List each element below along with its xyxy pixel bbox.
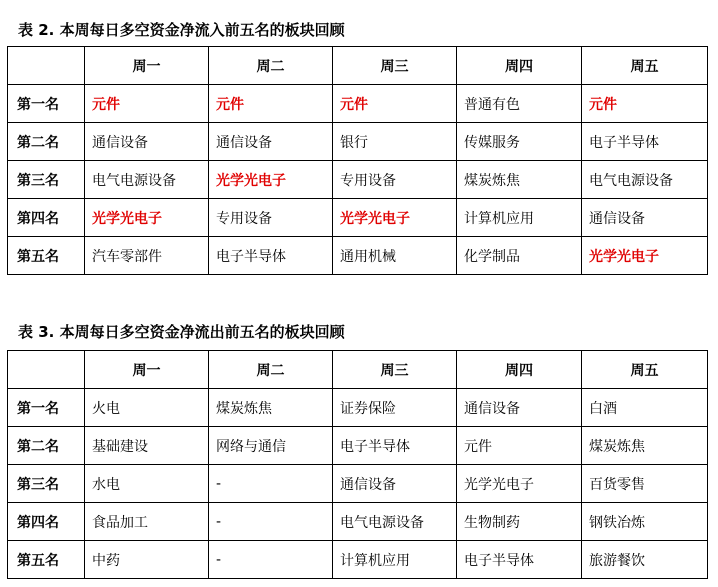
header-corner [8, 351, 85, 389]
header-row [8, 47, 708, 85]
rank-label: 第五名 [8, 541, 85, 579]
sector-cell: 普通有色 [457, 85, 582, 123]
sector-cell: - [209, 465, 333, 503]
sector-cell: 基础建设 [85, 427, 209, 465]
rank-label: 第三名 [8, 161, 85, 199]
sector-cell: 钢铁冶炼 [582, 503, 708, 541]
sector-cell: 计算机应用 [457, 199, 582, 237]
sector-cell: 银行 [333, 123, 457, 161]
sector-cell: 网络与通信 [209, 427, 333, 465]
sector-cell: 电子半导体 [582, 123, 708, 161]
sector-cell: 汽车零部件 [85, 237, 209, 275]
table-row [8, 199, 708, 237]
rank-label: 第四名 [8, 199, 85, 237]
column-header: 周三 [333, 351, 457, 389]
table-row [8, 541, 708, 579]
rank-label: 第一名 [8, 85, 85, 123]
sector-cell: 电气电源设备 [582, 161, 708, 199]
table-row [8, 123, 708, 161]
column-header: 周一 [85, 47, 209, 85]
sector-cell: 化学制品 [457, 237, 582, 275]
sector-cell: 元件 [209, 85, 333, 123]
rank-label: 第四名 [8, 503, 85, 541]
net-outflow-table [7, 350, 708, 579]
sector-cell: 计算机应用 [333, 541, 457, 579]
column-header: 周三 [333, 47, 457, 85]
column-header: 周五 [582, 47, 708, 85]
sector-cell: 通用机械 [333, 237, 457, 275]
table-row [8, 503, 708, 541]
sector-cell: 火电 [85, 389, 209, 427]
column-header: 周四 [457, 47, 582, 85]
rank-label: 第二名 [8, 123, 85, 161]
sector-cell: 食品加工 [85, 503, 209, 541]
sector-cell: 元件 [333, 85, 457, 123]
sector-cell: 通信设备 [457, 389, 582, 427]
sector-cell: 白酒 [582, 389, 708, 427]
sector-cell: 百货零售 [582, 465, 708, 503]
sector-cell: 电子半导体 [333, 427, 457, 465]
sector-cell: 证券保险 [333, 389, 457, 427]
sector-cell: 专用设备 [333, 161, 457, 199]
table-row [8, 389, 708, 427]
sector-cell: 光学光电子 [582, 237, 708, 275]
sector-cell: 光学光电子 [457, 465, 582, 503]
table-row [8, 427, 708, 465]
sector-cell: 通信设备 [85, 123, 209, 161]
sector-cell: 中药 [85, 541, 209, 579]
sector-cell: 煤炭炼焦 [209, 389, 333, 427]
sector-cell: 电气电源设备 [85, 161, 209, 199]
sector-cell: 通信设备 [333, 465, 457, 503]
sector-cell: 水电 [85, 465, 209, 503]
column-header: 周五 [582, 351, 708, 389]
sector-cell: 煤炭炼焦 [582, 427, 708, 465]
sector-cell: 电子半导体 [457, 541, 582, 579]
sector-cell: 光学光电子 [85, 199, 209, 237]
column-header: 周一 [85, 351, 209, 389]
table-row [8, 237, 708, 275]
table-row [8, 85, 708, 123]
sector-cell: - [209, 503, 333, 541]
sector-cell: 煤炭炼焦 [457, 161, 582, 199]
net-inflow-table [7, 46, 708, 275]
sector-cell: 元件 [582, 85, 708, 123]
table-row [8, 465, 708, 503]
rank-label: 第三名 [8, 465, 85, 503]
sector-cell: 元件 [85, 85, 209, 123]
sector-cell: 光学光电子 [209, 161, 333, 199]
column-header: 周四 [457, 351, 582, 389]
rank-label: 第一名 [8, 389, 85, 427]
column-header: 周二 [209, 351, 333, 389]
table-2-caption: 表 2. 本周每日多空资金净流入前五名的板块回顾 [18, 21, 345, 39]
table-row [8, 161, 708, 199]
sector-cell: 传媒服务 [457, 123, 582, 161]
sector-cell: 元件 [457, 427, 582, 465]
sector-cell: 电气电源设备 [333, 503, 457, 541]
header-corner [8, 47, 85, 85]
sector-cell: 光学光电子 [333, 199, 457, 237]
sector-cell: 通信设备 [209, 123, 333, 161]
sector-cell: 通信设备 [582, 199, 708, 237]
sector-cell: 旅游餐饮 [582, 541, 708, 579]
table-3-caption: 表 3. 本周每日多空资金净流出前五名的板块回顾 [18, 323, 345, 341]
header-row [8, 351, 708, 389]
sector-cell: - [209, 541, 333, 579]
rank-label: 第五名 [8, 237, 85, 275]
sector-cell: 生物制药 [457, 503, 582, 541]
sector-cell: 专用设备 [209, 199, 333, 237]
rank-label: 第二名 [8, 427, 85, 465]
sector-cell: 电子半导体 [209, 237, 333, 275]
column-header: 周二 [209, 47, 333, 85]
